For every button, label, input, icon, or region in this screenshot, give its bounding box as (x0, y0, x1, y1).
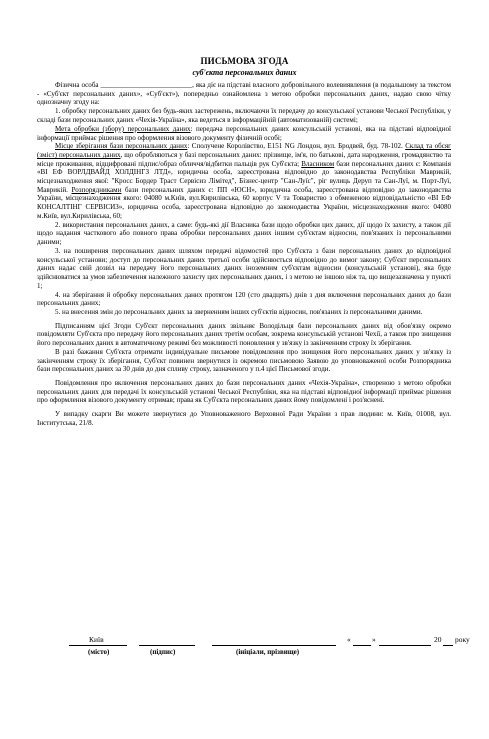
intro-paragraph: Фізична особа __________________________, яка діє на підставі власного добровільного волевиявлення (в подальшому за текстом - «Суб'єкт персональних даних», «Суб'єкт»), попередньо ознайомлена з метою обробки персональних даних, надаю свою чітку однозначну згоду на: (37, 81, 451, 107)
goal-term: Мета обробки (збору) персональних даних (55, 124, 191, 133)
name-line (212, 636, 336, 646)
owner-term: Власником (301, 159, 335, 168)
clause-2: 2. використання персональних даних, а саме: будь-які дії Власника бази щодо обробки цих даних, дії щодо їх захисту, а також дії щодо надання часткового або повного права обробки персональних даних іншим суб'єктам відносин, пов'язаних із персональними даними; (37, 220, 451, 246)
city-value: Київ (89, 635, 104, 644)
goal-text: : передача персональних даних консульській установі, яка на підставі відповідної інформації приймає рішення про оформлення візового документу фізичній особі; (37, 124, 451, 142)
owner-text: бази персональних даних є: Компанія «ВІ ЕФ ВОРЛДВАЙД ХОЛДІНГЗ ЛТД», юридична особа, зареєстрована відповідно до законодавства Республіки Маврикій, місцезнаходження якої: "Кросс Бордер Траст Сервісиз Лімітед", Бізнес-центр "Сан-Луїс", ріг вулиць Деруп та Сан-Луї, м. Порт-Луї, Маврикій. (37, 159, 451, 194)
clause-5: 5. на внесення змін до персональних даних за зверненням інших суб'єктів відносин, пов'язаних із персональними даними. (55, 308, 423, 317)
document-body (37, 81, 451, 428)
year-line (443, 636, 453, 646)
clause-3: 3. на поширення персональних даних шляхом передачі відомостей про Суб'єкта з бази персональних даних до відповідної консульської установи; доступ до персональних даних третьої особи здійснюється відповідно до вимог закону; Суб'єкт персональних даних надає свій дозвіл на передачу його персональних даних іноземним суб'єктам відносин (консульській установі), яка буде здійснюватися за умов забезпечення належного захисту цих персональних даних, і з метою не іншою ніж та, що вищезазначена у пункті 1; (37, 246, 451, 290)
signature-label: (підпис) (150, 648, 176, 656)
year-suffix: року (455, 635, 470, 644)
month-line (379, 636, 431, 646)
complaint-paragraph: У випадку скарги Ви можете звернутися до Уповноваженого Верховної Ради України з прав людини: м. Київ, 01008, вул. Інститутська, 21/8. (37, 410, 451, 427)
place-label: (місто) (88, 648, 110, 656)
signature-row (37, 635, 470, 648)
clause-4: 4. на зберігання й обробку персональних даних протягом 120 (сто двадцять) днів з дня включення персональних даних до бази персональних даних; (37, 290, 451, 308)
notification-paragraph: В разі бажання Суб'єкта отримати індивідуальне письмове повідомлення про знищення його персональних даних у зв'язку із закінченням строку їх зберігання, Суб'єкт повинен звернутися із окремою письмовою Заявою до уповноваженої особи Розпорядника бази персональних даних за 30 днів до дня спливу строку, зазначеного у п.4 цієї Письмової згоди. (37, 348, 451, 374)
signature-line (139, 636, 195, 646)
date-open-quote: « (347, 635, 351, 644)
day-line (353, 636, 371, 646)
managers-term: Розпорядниками (71, 185, 122, 194)
release-paragraph: Підписанням цієї Згоди Суб'єкт персональних даних звільняє Володільця бази персональних даних від обов'язку окремо повідомляти Суб'єкта про передачу його персональних даних третім особам, зокрема консульській установі Чехії, а також про знищення його персональних даних в автоматичному режимі без можливості поновлення у зв'язку із закінченням строку їх зберігання. (37, 321, 451, 348)
document-subtitle: суб'єкта персональних даних (192, 68, 297, 77)
place-text: : Сполучене Королівство, Е151 NG Лондон, вул. Бродвей, буд. 78-102. (187, 142, 403, 151)
clause-1-place (37, 142, 451, 220)
date-close-quote: » (372, 635, 376, 644)
composition-term: Склад та обсяг (зміст) персональних даних (37, 142, 451, 160)
composition-text: , що обробляються у базі персональних даних: прізвище, ім'я, по батькові, дата народження, громадянство та місце проживання, відцифровані підпис/образ обличчя/відбитки пальців рук Суб'єкта; (37, 151, 451, 168)
document-title: ПИСЬМОВА ЗГОДА (200, 56, 289, 66)
clause-1: 1. обробку персональних даних без будь-яких застережень, включаючи їх передачу до консульської установи Чеської Республіки, у складі бази персональних даних «Чехія-Україна», яка ведеться в інформаційній (автоматизованій) системі; (37, 107, 451, 124)
clause-1-goal (37, 125, 451, 142)
name-label: (ініціали, прізвище) (236, 648, 300, 656)
place-term: Місце зберігання бази персональних даних (55, 142, 188, 151)
managers-text: бази персональних даних є: ПП «ЮСН», юридична особа, зареєстрована відповідно до законодавства України, місцезнаходження якого: 04080 м.Київ, вул.Кирилівська, 60 корпус V та Товариство з обмеженою відповідальністю «ВІ ЕФ КОНСАЛТІНГ СЕРВІСИЗ», юридична особа, зареєстрована відповідно до законодавства України, місцезнаходження якого: 04080 м.Київ, вул.Кирилівська, 60; (37, 185, 451, 220)
year-prefix: 20 (434, 635, 442, 644)
acknowledgement-paragraph: Повідомлення про включення персональних даних до бази персональних даних «Чехія-Україна», створеною з метою обробки персональних даних для передачі їх консульській установі Чеської Республіки, яка на підставі відповідної інформації приймає рішення про оформлення візового документу отримав; права як Суб'єкта персональних даних йому повідомлені і роз'яснені. (37, 379, 451, 405)
